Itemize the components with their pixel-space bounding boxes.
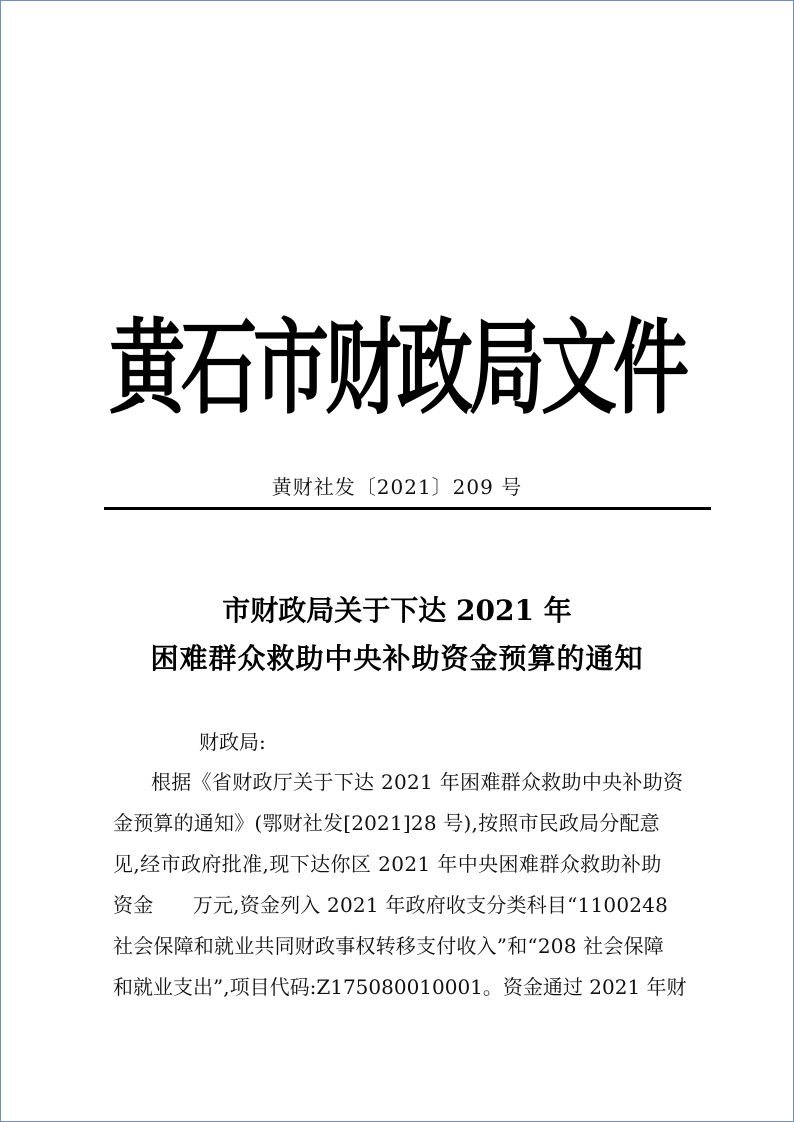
salutation: 财政局: xyxy=(199,730,266,754)
body-line: 根据《省财政厅关于下达 2021 年困难群众救助中央补助资 xyxy=(151,770,684,794)
body-line: 社会保障和就业共同财政事权转移支付收入”和“208 社会保障 xyxy=(113,934,664,958)
body-line: 和就业支出”,项目代码:Z175080010001。资金通过 2021 年财 xyxy=(113,975,687,999)
notice-title-line-1: 市财政局关于下达 2021 年 xyxy=(222,594,572,627)
document-number: 黄财社发〔2021〕209 号 xyxy=(271,475,523,499)
body-line: 金预算的通知》(鄂财社发[2021]28 号),按照市民政局分配意 xyxy=(113,811,660,835)
body-line: 见,经市政府批准,现下达你区 2021 年中央困难群众救助补助 xyxy=(113,852,662,876)
issuer-title: 黄石市财政局文件 xyxy=(109,307,685,428)
notice-title-line-2: 困难群众救助中央补助资金预算的通知 xyxy=(150,642,644,675)
header-divider xyxy=(104,507,711,510)
body-line: 资金 万元,资金列入 2021 年政府收支分类科目“1100248 xyxy=(113,893,669,917)
